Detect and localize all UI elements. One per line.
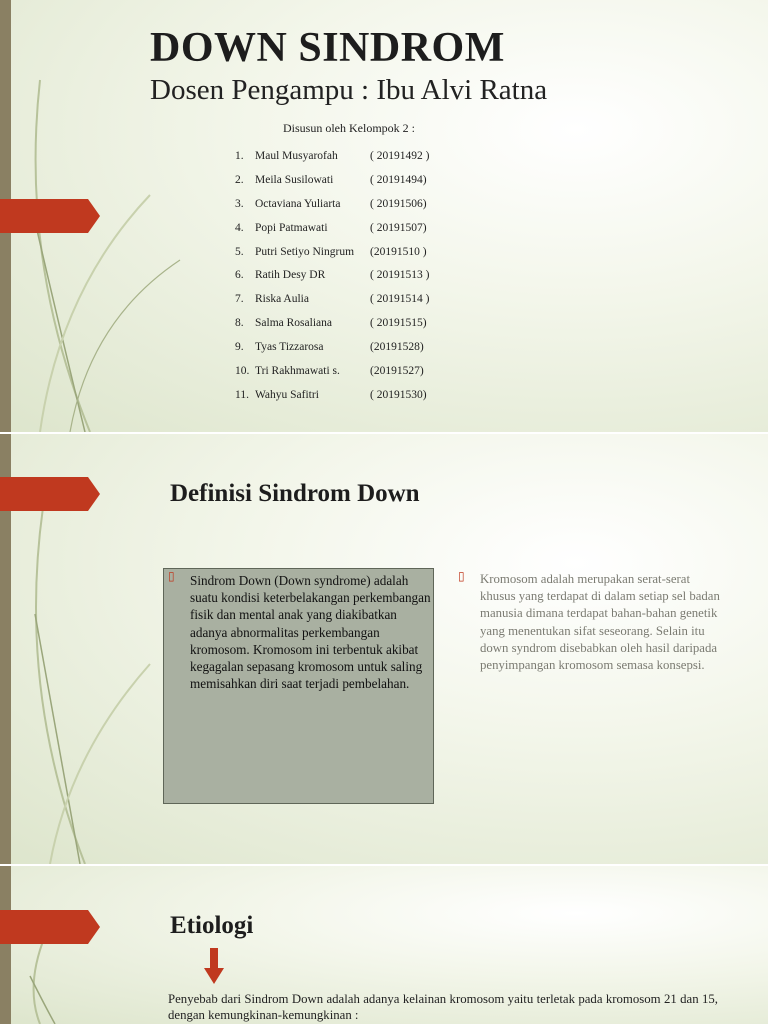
byline: Disusun oleh Kelompok 2 : [283,121,415,135]
definition-text-right: Kromosom adalah merupakan serat-serat khusus yang terdapat di dalam setiap sel badan manusia dimana terdapat bahan-bahan genetik yang menentukan sifat seseorang. Selain itu down syndrom disebabkan oleh hasil daripada penyimpangan kromosom semasa konsepsi. [480,572,720,673]
list-item: 3. Octaviana Yuliarta ( 20191506) [235,197,427,210]
definition-text-left: Sindrom Down (Down syndrome) adalah suatu kondisi keterbelakangan perkembangan fisik dan mental anak yang diakibatkan adanya abnormalitas perkembangan kromosom. Kromosom ini terbentuk akibat kegagalan sepasang kromosom untuk saling memisahkan diri saat terjadi pembelahan. [190,573,431,692]
list-item: 10. Tri Rakhmawati s. (20191527) [235,365,424,378]
bullet-icon: ▯ [458,569,465,583]
list-item: 8. Salma Rosaliana ( 20191515) [235,317,427,330]
slide-heading: Etiologi [170,912,254,939]
red-arrow-marker [0,910,100,944]
list-item: 5. Putri Setiyo Ningrum (20191510 ) [235,245,427,258]
bullet-icon: ▯ [168,569,175,583]
slide-heading: Definisi Sindrom Down [170,480,420,507]
red-arrow-marker [0,199,100,233]
list-item: 4. Popi Patmawati ( 20191507) [235,221,427,234]
red-arrow-marker [0,477,100,511]
list-item: 9. Tyas Tizzarosa (20191528) [235,341,424,354]
down-arrow-icon [204,948,224,986]
slide-etiology [0,866,768,1024]
list-item: 1. Maul Musyarofah ( 20191492 ) [235,150,430,162]
list-item: 11. Wahyu Safitri ( 20191530) [235,388,427,401]
slide-definition [0,434,768,864]
list-item: 6. Ratih Desy DR ( 20191513 ) [235,269,430,282]
etiology-paragraph: Penyebab dari Sindrom Down adalah adanya kelainan kromosom yaitu terletak pada kromosom 21 dan 15, dengan kemungkinan-kemungkinan : [168,992,718,1022]
list-item: 2. Meila Susilowati ( 20191494) [235,173,427,186]
slide-title-text: DOWN SINDROM [150,25,505,71]
slide-subtitle: Dosen Pengampu : Ibu Alvi Ratna [150,74,548,106]
slide-title [0,0,768,432]
member-list [235,146,429,409]
list-item: 7. Riska Aulia ( 20191514 ) [235,293,430,306]
